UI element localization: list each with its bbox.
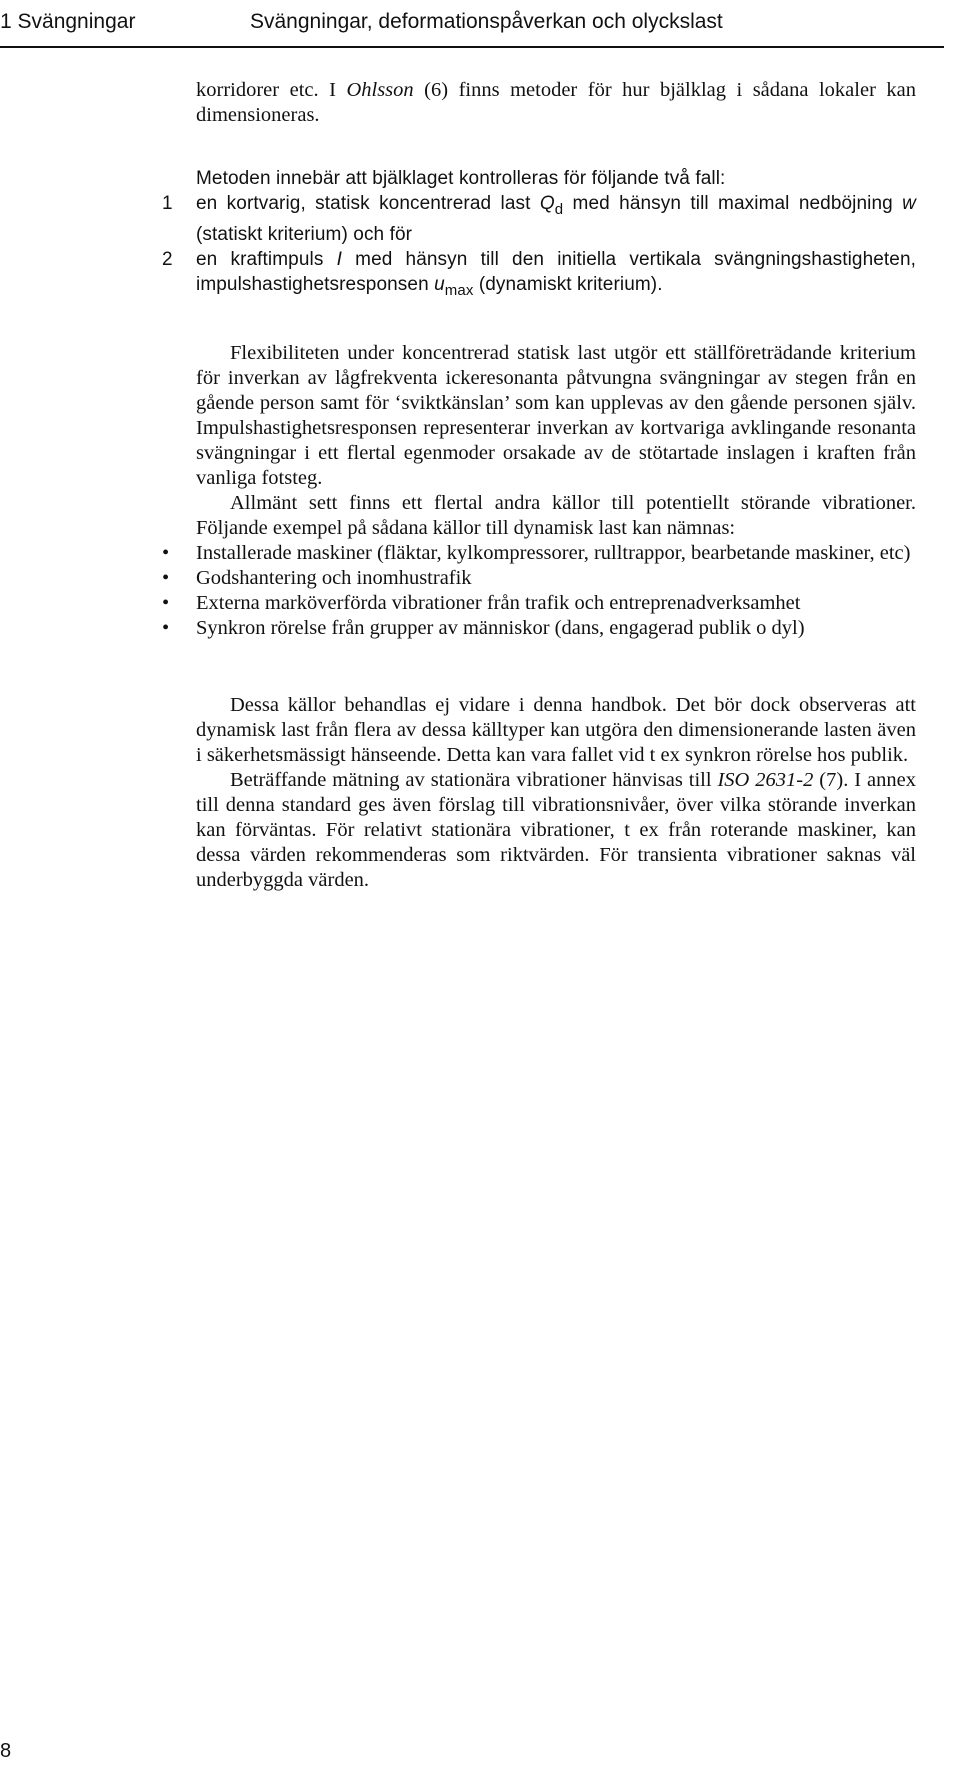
chapter-title: 1 Svängningar xyxy=(0,10,136,33)
running-header xyxy=(0,6,944,48)
symbol-q: Q xyxy=(539,193,555,214)
iso-text-1: Beträffande mätning av stationära vibrationer hänvisas till xyxy=(230,769,718,791)
case-number: 1 xyxy=(162,193,173,214)
bullet-icon: • xyxy=(162,617,170,639)
list-item-text: Installerade maskiner (fläktar, kylkompressorer, rulltrappor, bearbetande maskiner, etc) xyxy=(196,542,911,564)
iso-text-2: (7). I annex till denna standard ges även förslag till vibrationsnivåer, över vilka störande inverkan kan förväntas. För relativt stationära vibrationer, t ex från roterande maskiner, kan dessa värden rekommenderas som riktvärden. För transienta vibrationer saknas väl underbyggda värden. xyxy=(196,769,916,891)
flexibility-paragraph: Flexibiliteten under koncentrerad statisk last utgör ett ställföreträdande kriterium för inverkan av lågfrekventa ickeresonanta påtvungna svängningar av stegen från en gående person samt för ‘sviktkänslan’ som kan upplevas av den gående personen själv. Impulshastighetsresponsen representerar inverkan av kortvariga avklingande resonanta svängningar i ett flertal egenmoder orsakade av de stötartade inslagen i kraften från vanliga fotsteg. xyxy=(196,342,916,489)
list-item-text: Godshantering och inomhustrafik xyxy=(196,567,472,589)
list-item xyxy=(162,616,916,641)
list-item xyxy=(162,591,916,616)
intro-text-2: (6) finns metoder för hur bjälklag i sådana lokaler kan dimensioneras. xyxy=(196,79,916,126)
section-title: Svängningar, deformationspåverkan och olyckslast xyxy=(250,10,723,33)
case-text: en kraftimpuls xyxy=(196,249,337,270)
case-text: med hänsyn till den initiella vertikala svängningshastigheten, impulshastighetsresponsen xyxy=(196,249,916,295)
method-section xyxy=(162,166,916,303)
sources-paragraph: Allmänt sett finns ett flertal andra källor till potentiellt störande vibrationer. Följande exempel på sådana källor till dynamisk last kan nämnas: xyxy=(196,492,916,539)
author-reference: Ohlsson xyxy=(346,79,414,101)
symbol-w: w xyxy=(902,193,916,214)
case-item-1 xyxy=(162,191,916,247)
case-text: (dynamiskt kriterium). xyxy=(473,274,663,295)
list-item xyxy=(162,541,916,566)
method-lead: Metoden innebär att bjälklaget kontrolleras för följande två fall: xyxy=(196,168,726,189)
bullet-icon: • xyxy=(162,567,170,589)
case-item-2 xyxy=(162,247,916,303)
symbol-u: u xyxy=(434,274,445,295)
intro-text-1: korridorer etc. I xyxy=(196,79,347,101)
page-body xyxy=(162,78,916,893)
list-item-text: Externa marköverförda vibrationer från trafik och entreprenadverksamhet xyxy=(196,592,801,614)
list-item xyxy=(162,566,916,591)
case-text: (statiskt kriterium) och för xyxy=(196,224,413,245)
bullet-icon: • xyxy=(162,592,170,614)
case-number: 2 xyxy=(162,249,173,270)
symbol-subscript: d xyxy=(554,201,564,218)
source-list xyxy=(162,541,916,641)
symbol-i: I xyxy=(336,249,342,270)
load-symbol xyxy=(539,193,564,218)
iso-paragraph xyxy=(196,768,916,893)
case-text: en kortvarig, statisk koncentrerad last xyxy=(196,193,540,214)
case-text: med hänsyn till maximal nedböjning xyxy=(563,193,903,214)
standard-reference: ISO 2631-2 xyxy=(717,769,814,791)
list-item-text: Synkron rörelse från grupper av människor (dans, engagerad publik o dyl) xyxy=(196,617,805,639)
method-cases xyxy=(162,191,916,303)
handbook-paragraph: Dessa källor behandlas ej vidare i denna handbok. Det bör dock observeras att dynamisk last från flera av dessa källtyper kan utgöra den dimensionerande lasten även i säkerhetsmässigt hänseende. Detta kan vara fallet vid t ex synkron rörelse hos publik. xyxy=(196,694,916,766)
bullet-icon: • xyxy=(162,542,170,564)
page-number: 8 xyxy=(0,1740,12,1762)
response-symbol xyxy=(434,274,474,299)
symbol-subscript: max xyxy=(444,282,474,299)
intro-paragraph xyxy=(196,78,916,128)
